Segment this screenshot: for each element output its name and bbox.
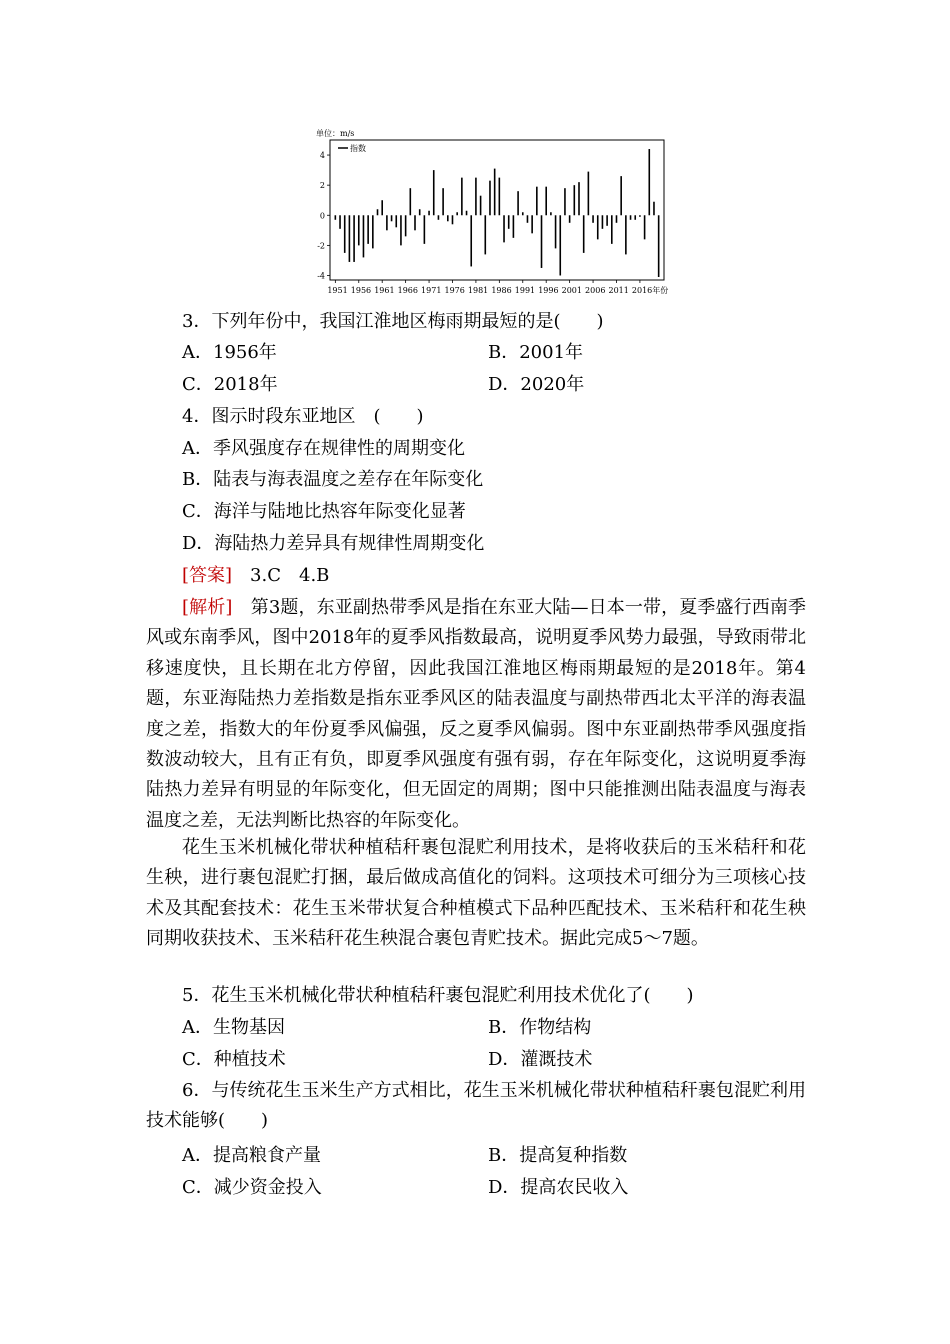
bar-2006 xyxy=(592,215,594,223)
bar-1997 xyxy=(550,212,552,215)
analysis-tag: [解析] xyxy=(182,597,233,618)
bar-1969 xyxy=(419,209,421,215)
y-tick-label: 0 xyxy=(319,211,325,221)
x-tick-label: 2011 xyxy=(608,286,629,295)
bar-1952 xyxy=(339,215,341,229)
q3-option-a[interactable]: A．1956年 xyxy=(182,342,277,363)
q6-option-d[interactable]: D．提高农民收入 xyxy=(488,1177,629,1198)
analysis-paragraph xyxy=(146,593,806,836)
bar-1998 xyxy=(555,215,557,248)
x-tick-label: 1966 xyxy=(397,286,418,295)
bar-1955 xyxy=(353,215,355,262)
y-axis xyxy=(317,151,330,280)
q4-option-b[interactable]: B．陆表与海表温度之差存在年际变化 xyxy=(182,469,484,490)
x-tick-label: 2001 xyxy=(561,286,582,295)
y-tick-label: 2 xyxy=(319,181,325,191)
bar-1981 xyxy=(475,178,477,216)
bar-1958 xyxy=(367,215,369,244)
bar-1965 xyxy=(400,215,402,245)
bar-1993 xyxy=(531,215,533,233)
bar-2014 xyxy=(630,215,632,220)
q4-stem: 4．图示时段东亚地区 ( ) xyxy=(182,406,424,427)
bar-1994 xyxy=(536,187,538,216)
q3-option-d[interactable]: D．2020年 xyxy=(488,374,585,395)
q3-option-c[interactable]: C．2018年 xyxy=(182,374,278,395)
x-tick-label: 1961 xyxy=(374,286,395,295)
legend-label: 指数 xyxy=(350,144,366,153)
q5-option-c[interactable]: C．种植技术 xyxy=(182,1049,286,1070)
x-tick-label: 1971 xyxy=(421,286,442,295)
bar-1996 xyxy=(545,187,547,216)
bar-1985 xyxy=(494,169,496,216)
bar-1979 xyxy=(466,211,468,216)
passage-paragraph: 花生玉米机械化带状种植秸秆裹包混贮利用技术，是将收获后的玉米秸秆和花生秧，进行裹包混贮打捆，最后做成高值化的饲料。这项技术可细分为三项核心技术及其配套技术：花生玉米带状复合种植模式下品种匹配技术、玉米秸秆和花生秧同期收获技术、玉米秸秆花生秧混合裹包青贮技术。据此完成5～7题。 xyxy=(146,837,806,950)
bar-1999 xyxy=(559,215,561,275)
bar-1986 xyxy=(499,178,501,216)
q3-option-b[interactable]: B．2001年 xyxy=(488,342,584,363)
bar-1977 xyxy=(456,212,458,215)
bar-1983 xyxy=(484,215,486,254)
q5-option-b[interactable]: B．作物结构 xyxy=(488,1017,592,1038)
bar-1962 xyxy=(386,215,388,230)
x-tick-label: 1991 xyxy=(514,286,536,295)
answer-text: 3.C 4.B xyxy=(232,565,330,586)
q5-option-d[interactable]: D．灌溉技术 xyxy=(488,1049,593,1070)
bar-1972 xyxy=(433,170,435,215)
bar-2020 xyxy=(658,215,660,277)
q4-option-c[interactable]: C．海洋与陆地比热容年际变化显著 xyxy=(182,501,466,522)
x-tick-label: 1996 xyxy=(538,286,559,295)
bar-1956 xyxy=(358,215,360,245)
bar-1968 xyxy=(414,215,416,230)
bar-2012 xyxy=(620,176,622,215)
bar-1964 xyxy=(395,215,397,227)
bar-1995 xyxy=(541,215,543,268)
y-tick-label: -4 xyxy=(317,271,325,281)
bar-2011 xyxy=(616,215,618,223)
bar-2007 xyxy=(597,215,599,239)
analysis-text: 第3题，东亚副热带季风是指在东亚大陆—日本一带，夏季盛行西南季风或东南季风，图中2018年的夏季风指数最高，说明夏季风势力最强，导致雨带北移速度快，且长期在北方停留，因此我国江淮地区梅雨期最短的是2018年。第4题，东亚海陆热力差指数是指东亚季风区的陆表温度与副热带西北太平洋的海表温度之差，指数大的年份夏季风偏强，反之夏季风偏弱。图中东亚副热带季风强度指数波动较大，且有正有负，即夏季风强度有强有弱，存在年际变化，这说明夏季海陆热力差异有明显的年际变化，但无固定的周期；图中只能推测出陆表温度与海表温度之差，无法判断比热容的年际变化。 xyxy=(146,597,807,831)
bar-1975 xyxy=(447,215,449,221)
bar-1992 xyxy=(527,215,529,223)
bar-1987 xyxy=(503,215,505,242)
bar-1954 xyxy=(349,215,351,262)
bar-1990 xyxy=(517,191,519,215)
bar-1988 xyxy=(508,215,510,229)
unit-label: 单位：m/s xyxy=(316,129,355,138)
bar-2000 xyxy=(564,188,566,215)
bar-1959 xyxy=(372,215,374,248)
y-tick-label: 4 xyxy=(319,151,325,161)
x-tick-label: 1951 xyxy=(327,286,348,295)
q6-option-a[interactable]: A．提高粮食产量 xyxy=(182,1145,321,1166)
bar-1978 xyxy=(461,178,463,216)
x-tick-label: 1956 xyxy=(350,286,372,295)
bar-1960 xyxy=(377,209,379,215)
bar-2013 xyxy=(625,215,627,254)
bar-2019 xyxy=(653,202,655,216)
bar-1967 xyxy=(410,188,412,215)
bar-2001 xyxy=(569,215,571,223)
q6-option-b[interactable]: B．提高复种指数 xyxy=(488,1145,628,1166)
q3-stem: 3．下列年份中，我国江淮地区梅雨期最短的是( ) xyxy=(182,311,604,332)
bar-1991 xyxy=(522,212,524,215)
bar-1971 xyxy=(428,211,430,216)
legend xyxy=(338,143,366,153)
bar-1957 xyxy=(363,215,365,257)
bar-2010 xyxy=(611,215,613,244)
q6-option-c[interactable]: C．减少资金投入 xyxy=(182,1177,322,1198)
bar-2004 xyxy=(583,215,585,253)
x-tick-label: 2006 xyxy=(585,286,606,295)
bar-1953 xyxy=(344,215,346,253)
q5-stem: 5．花生玉米机械化带状种植秸秆裹包混贮利用技术优化了( ) xyxy=(182,985,694,1006)
bar-1989 xyxy=(513,215,515,238)
bar-1974 xyxy=(442,188,444,215)
q4-option-a[interactable]: A．季风强度存在规律性的周期变化 xyxy=(182,438,465,459)
bar-2016 xyxy=(639,215,641,217)
bar-2008 xyxy=(602,215,604,229)
bar-2017 xyxy=(644,215,646,239)
q5-option-a[interactable]: A．生物基因 xyxy=(182,1017,285,1038)
bar-2015 xyxy=(634,215,636,220)
y-tick-label: -2 xyxy=(317,241,325,251)
x-tick-label: 1976 xyxy=(444,286,465,295)
bar-1951 xyxy=(335,215,337,220)
bar-1982 xyxy=(480,196,482,216)
answer-tag: [答案] xyxy=(182,565,233,586)
q4-option-d[interactable]: D．海陆热力差异具有规律性周期变化 xyxy=(182,533,485,554)
bar-2002 xyxy=(574,185,576,215)
x-axis xyxy=(327,280,668,295)
bar-1963 xyxy=(391,215,393,221)
bar-1984 xyxy=(489,181,491,216)
q6-stem: 6．与传统花生玉米生产方式相比，花生玉米机械化带状种植秸秆裹包混贮利用技术能够( ) xyxy=(146,1080,806,1132)
monsoon-index-chart xyxy=(310,126,680,296)
plot-frame xyxy=(330,140,664,280)
bar-1966 xyxy=(405,215,407,236)
bar-1980 xyxy=(470,215,472,266)
bar-1961 xyxy=(381,200,383,215)
bar-2018 xyxy=(648,149,650,215)
bar-1970 xyxy=(424,215,426,244)
x-tick-label: 1986 xyxy=(491,286,512,295)
bar-1973 xyxy=(438,215,440,220)
answer-line xyxy=(182,564,329,588)
bar-2009 xyxy=(606,215,608,226)
bar-2003 xyxy=(578,182,580,215)
bar-2005 xyxy=(588,172,590,216)
bar-1976 xyxy=(452,215,454,224)
x-tick-label: 1981 xyxy=(467,286,489,295)
bars xyxy=(335,149,660,277)
x-tick-label: 2016年份 xyxy=(631,286,669,295)
